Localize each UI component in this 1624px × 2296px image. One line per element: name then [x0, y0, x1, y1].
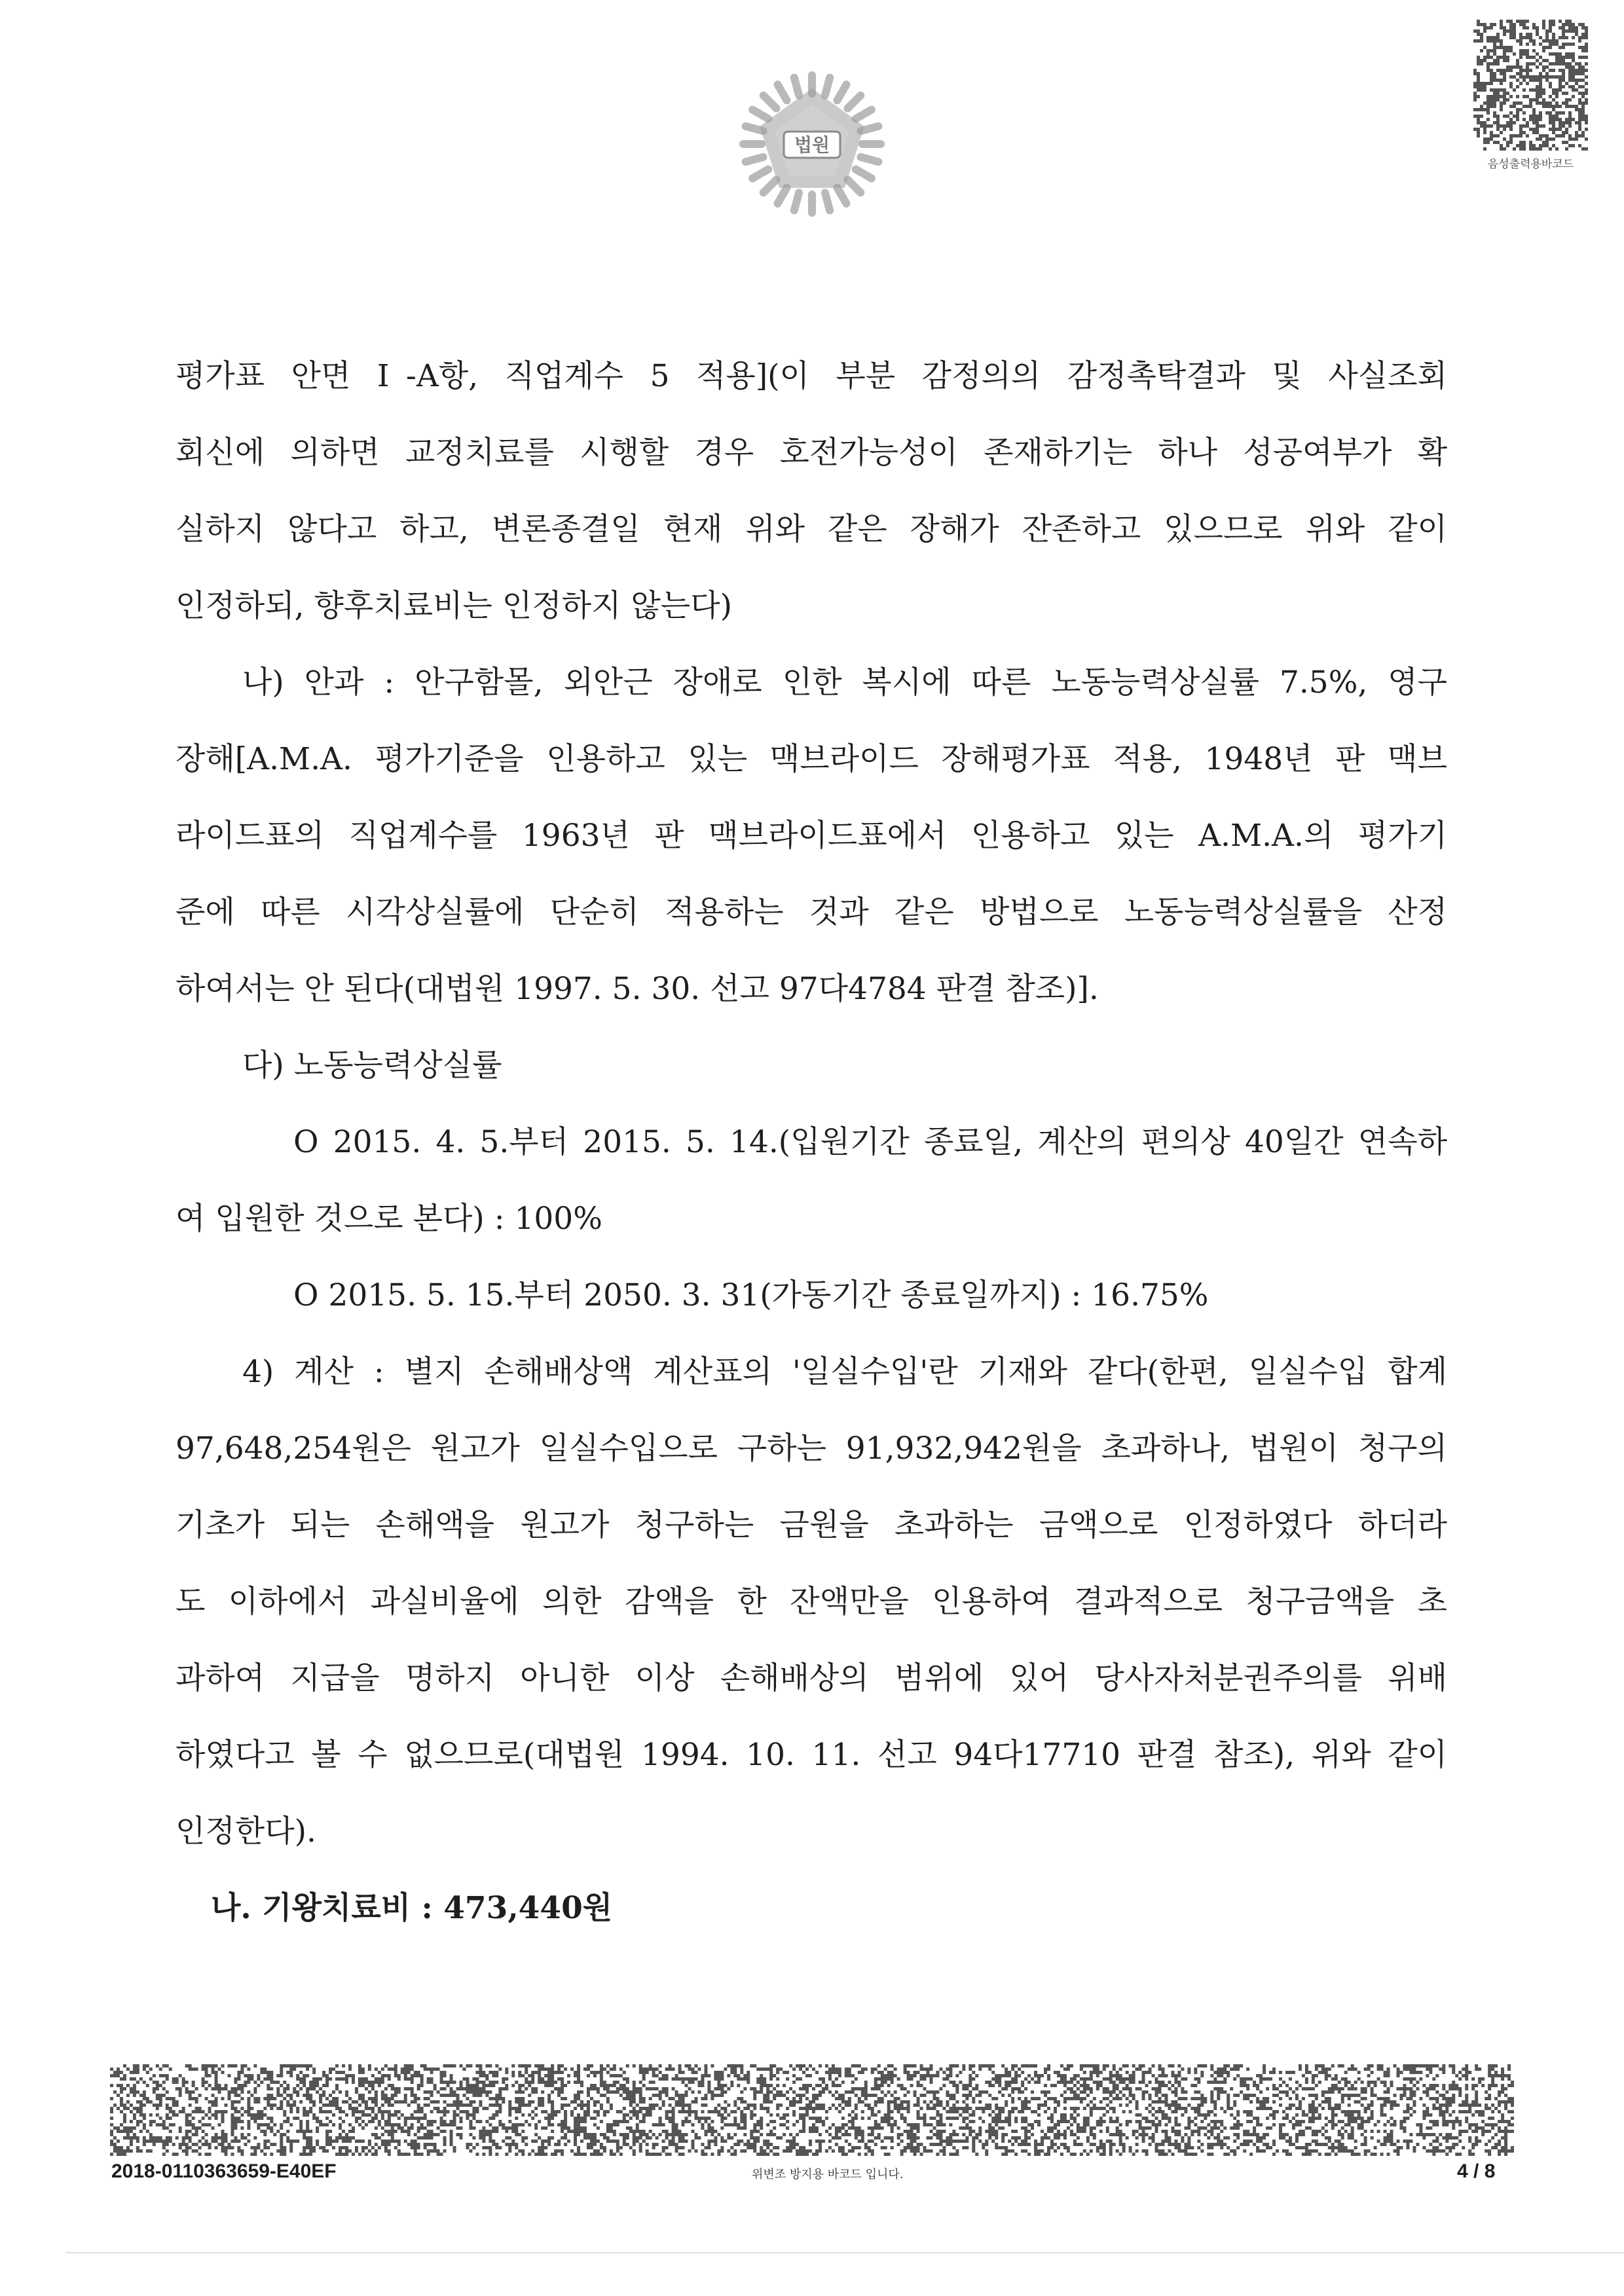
page-number: 4 / 8 [1457, 2160, 1496, 2182]
text-line: 하였다고 볼 수 없으므로(대법원 1994. 10. 11. 선고 94다17710 판결 참조), 위와 같이 [175, 1737, 1447, 1773]
text-line: 다) 노동능력상실률 [242, 1048, 502, 1084]
text-line: 인정하되, 향후치료비는 인정하지 않는다) [175, 588, 732, 624]
divider [65, 2252, 1624, 2253]
text-line: 97,648,254원은 원고가 일실수입으로 구하는 91,932,942원을 초과하나, 법원이 청구의 [175, 1430, 1447, 1467]
text-line: 준에 따른 시각상실률에 단순히 적용하는 것과 같은 방법으로 노동능력상실률을 산정 [175, 894, 1447, 930]
text-line: 라이드표의 직업계수를 1963년 판 맥브라이드표에서 인용하고 있는 A.M.A.의 평가기 [175, 818, 1447, 854]
text-line: 평가표 안면 Ⅰ-A항, 직업계수 5 적용](이 부분 감정의의 감정촉탁결과 및 사실조회 [175, 358, 1447, 394]
barcode-icon [1473, 20, 1588, 151]
barcode-label: 음성출력용바코드 [1487, 158, 1574, 171]
text-line: O 2015. 5. 15.부터 2050. 3. 31(가동기간 종료일까지) : 16.75% [293, 1277, 1209, 1313]
section-heading: 나. 기왕치료비 : 473,440원 [211, 1890, 613, 1926]
text-line: O 2015. 4. 5.부터 2015. 5. 14.(입원기간 종료일, 계산의 편의상 40일간 연속하 [293, 1124, 1447, 1160]
text-line: 과하여 지급을 명하지 아니한 이상 손해배상의 범위에 있어 당사자처분권주의를 위배 [175, 1660, 1447, 1696]
anti-forgery-barcode-icon [110, 2064, 1514, 2156]
text-line: 여 입원한 것으로 본다) : 100% [175, 1201, 602, 1237]
court-emblem-icon [737, 69, 887, 219]
text-line: 4) 계산 : 별지 손해배상액 계산표의 '일실수입'란 기재와 같다(한편, 일실수입 합계 [242, 1354, 1447, 1390]
text-line: 도 이하에서 과실비율에 의한 감액을 한 잔액만을 인용하여 결과적으로 청구금액을 초 [175, 1584, 1447, 1620]
text-line: 하여서는 안 된다(대법원 1997. 5. 30. 선고 97다4784 판결 참조)]. [175, 971, 1099, 1007]
barcode-notice: 위변조 방지용 바코드 입니다. [752, 2168, 904, 2181]
text-line: 인정한다). [175, 1813, 316, 1850]
text-line: 장해[A.M.A. 평가기준을 인용하고 있는 맥브라이드 장해평가표 적용, 1948년 판 맥브 [175, 741, 1447, 777]
text-line: 실하지 않다고 하고, 변론종결일 현재 위와 같은 장해가 잔존하고 있으므로 위와 같이 [175, 511, 1447, 547]
emblem-text: 법원 [794, 134, 830, 156]
document-id: 2018-0110363659-E40EF [111, 2160, 337, 2182]
text-line: 나) 안과 : 안구함몰, 외안근 장애로 인한 복시에 따른 노동능력상실률 7.5%, 영구 [242, 665, 1447, 701]
text-line: 회신에 의하면 교정치료를 시행할 경우 호전가능성이 존재하기는 하나 성공여부가 확 [175, 435, 1447, 471]
text-line: 기초가 되는 손해액을 원고가 청구하는 금원을 초과하는 금액으로 인정하였다 하더라 [175, 1507, 1447, 1543]
